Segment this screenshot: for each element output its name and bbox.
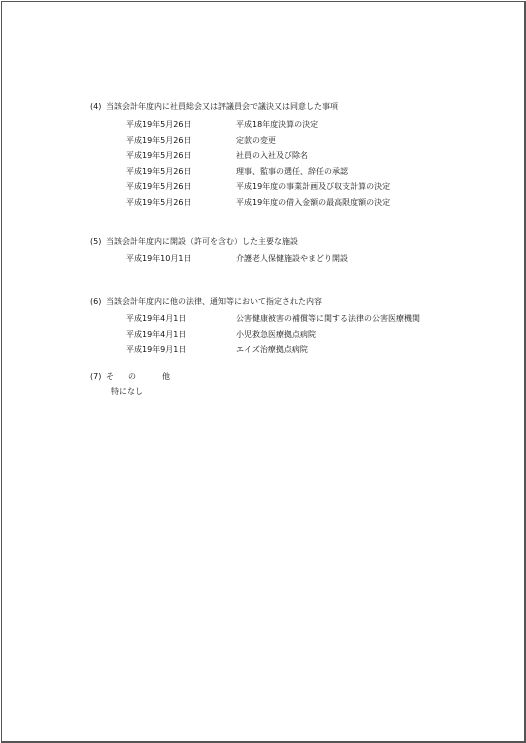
section-heading xyxy=(90,236,510,247)
item-description: 定款の変更 xyxy=(236,135,276,145)
list-item xyxy=(90,148,510,164)
item-date: 平成19年5月26日 xyxy=(126,166,192,176)
list-item xyxy=(90,133,510,149)
item-description: 平成18年度決算の決定 xyxy=(236,120,319,129)
item-date: 平成19年10月1日 xyxy=(126,254,192,263)
item-date: 平成19年4月1日 xyxy=(126,314,187,323)
item-description: 小児救急医療拠点病院 xyxy=(236,329,316,339)
item-description: 平成19年度の事業計画及び収支計算の決定 xyxy=(236,182,391,191)
section-title-char: そ xyxy=(106,372,114,381)
section-number: (7) xyxy=(90,372,102,381)
item-date: 平成19年5月26日 xyxy=(126,120,192,129)
item-date: 平成19年4月1日 xyxy=(126,329,187,339)
item-description: エイズ治療拠点病院 xyxy=(236,345,308,354)
item-date: 平成19年9月1日 xyxy=(126,345,187,354)
section-title-char: の xyxy=(128,372,136,381)
document-page xyxy=(1,1,526,743)
list-item xyxy=(90,327,510,343)
section-title-char: 他 xyxy=(162,372,170,381)
item-description: 介護老人保健施設やまどり開設 xyxy=(236,254,348,263)
section-number: (5) xyxy=(90,237,102,246)
section-title: 当該会計年度内に社員総会又は評議員会で議決又は同意した事項 xyxy=(106,102,338,111)
item-date: 平成19年5月26日 xyxy=(126,151,192,160)
list-item xyxy=(90,195,510,211)
list-item xyxy=(90,164,510,180)
section-number: (6) xyxy=(90,297,102,306)
section-resolutions xyxy=(90,101,510,210)
item-date: 平成19年5月26日 xyxy=(126,182,192,191)
item-description: 理事、監事の選任、辞任の承認 xyxy=(236,166,348,176)
item-description: 平成19年度の借入金額の最高限度額の決定 xyxy=(236,197,391,207)
section-facilities xyxy=(90,236,510,267)
item-date: 平成19年5月26日 xyxy=(126,135,192,145)
list-item xyxy=(90,311,510,327)
section-note: 特になし xyxy=(111,387,143,396)
list-item xyxy=(90,117,510,133)
section-title: 当該会計年度内に開設（許可を含む）した主要な施設 xyxy=(106,237,298,246)
item-description: 公害健康被害の補償等に関する法律の公害医療機関 xyxy=(236,314,420,323)
section-heading xyxy=(90,296,510,307)
section-other xyxy=(90,371,510,399)
section-designations xyxy=(90,296,510,358)
section-heading xyxy=(90,101,510,112)
item-description: 社員の入社及び除名 xyxy=(236,151,308,160)
list-item xyxy=(90,251,510,267)
section-number: (4) xyxy=(90,102,102,111)
section-heading xyxy=(90,371,510,382)
list-item xyxy=(90,342,510,358)
item-date: 平成19年5月26日 xyxy=(126,197,192,207)
list-item xyxy=(90,179,510,195)
section-title: 当該会計年度内に他の法律、通知等において指定された内容 xyxy=(106,297,322,306)
